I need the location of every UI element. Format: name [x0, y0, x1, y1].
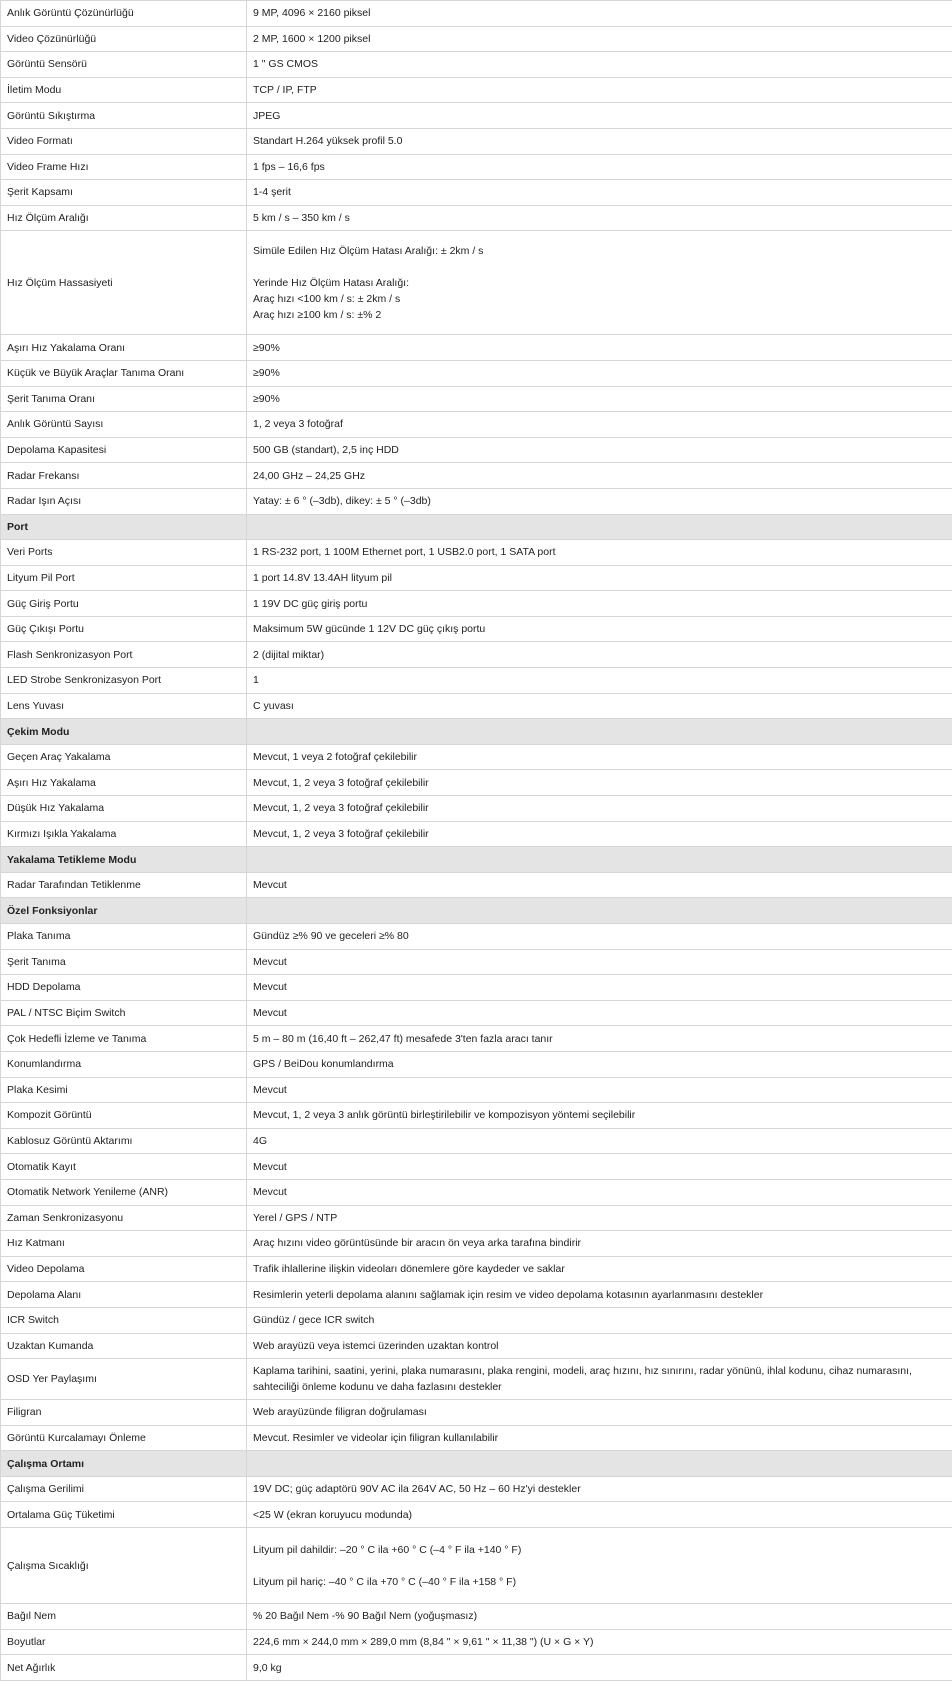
section-title: Çalışma Ortamı	[1, 1451, 247, 1477]
spec-label: Otomatik Network Yenileme (ANR)	[1, 1179, 247, 1205]
table-row	[1, 540, 952, 566]
spec-label: Radar Işın Açısı	[1, 488, 247, 514]
spec-label: Ortalama Güç Tüketimi	[1, 1502, 247, 1528]
spec-value: 1 " GS CMOS	[247, 52, 952, 78]
table-row	[1, 154, 952, 180]
spec-label: Şerit Tanıma Oranı	[1, 386, 247, 412]
spec-value: Mevcut	[247, 949, 952, 975]
spec-label: Geçen Araç Yakalama	[1, 744, 247, 770]
spec-label: Aşırı Hız Yakalama Oranı	[1, 335, 247, 361]
section-title: Özel Fonksiyonlar	[1, 898, 247, 924]
spec-value: Mevcut	[247, 1000, 952, 1026]
table-row	[1, 1359, 952, 1400]
table-row	[1, 1476, 952, 1502]
spec-value: GPS / BeiDou konumlandırma	[247, 1051, 952, 1077]
section-title: Çekim Modu	[1, 719, 247, 745]
table-row	[1, 1231, 952, 1257]
spec-value: Web arayüzünde filigran doğrulaması	[247, 1400, 952, 1426]
spec-value: Mevcut, 1 veya 2 fotoğraf çekilebilir	[247, 744, 952, 770]
table-row	[1, 1400, 952, 1426]
table-row	[1, 975, 952, 1001]
spec-value: 1 fps – 16,6 fps	[247, 154, 952, 180]
spec-value: Gündüz ≥% 90 ve geceleri ≥% 80	[247, 924, 952, 950]
spec-label: Hız Ölçüm Hassasiyeti	[1, 231, 247, 335]
spec-value: 5 km / s – 350 km / s	[247, 205, 952, 231]
spec-value: 1 port 14.8V 13.4AH lityum pil	[247, 565, 952, 591]
spec-value: Web arayüzü veya istemci üzerinden uzaktan kontrol	[247, 1333, 952, 1359]
table-row	[1, 1000, 952, 1026]
spec-label: Konumlandırma	[1, 1051, 247, 1077]
spec-value: Mevcut, 1, 2 veya 3 fotoğraf çekilebilir	[247, 821, 952, 847]
table-row	[1, 103, 952, 129]
spec-value: Gündüz / gece ICR switch	[247, 1307, 952, 1333]
spec-value: 224,6 mm × 244,0 mm × 289,0 mm (8,84 " × 9,61 " × 11,38 ") (U × G × Y)	[247, 1629, 952, 1655]
table-row	[1, 1103, 952, 1129]
table-row	[1, 1604, 952, 1630]
spec-value: <25 W (ekran koruyucu modunda)	[247, 1502, 952, 1528]
spec-label: Kompozit Görüntü	[1, 1103, 247, 1129]
spec-label: Video Frame Hızı	[1, 154, 247, 180]
spec-label: Depolama Kapasitesi	[1, 437, 247, 463]
spec-value: Mevcut, 1, 2 veya 3 fotoğraf çekilebilir	[247, 796, 952, 822]
table-row	[1, 1128, 952, 1154]
spec-label: Lityum Pil Port	[1, 565, 247, 591]
spec-value: 24,00 GHz – 24,25 GHz	[247, 463, 952, 489]
spec-value: 1 RS-232 port, 1 100M Ethernet port, 1 USB2.0 port, 1 SATA port	[247, 540, 952, 566]
section-header-row	[1, 898, 952, 924]
spec-value: JPEG	[247, 103, 952, 129]
table-row	[1, 463, 952, 489]
spec-label: Çok Hedefli İzleme ve Tanıma	[1, 1026, 247, 1052]
spec-label: Video Depolama	[1, 1256, 247, 1282]
table-row	[1, 437, 952, 463]
table-row	[1, 412, 952, 438]
spec-value: Araç hızını video görüntüsünde bir aracın ön veya arka tarafına bindirir	[247, 1231, 952, 1257]
spec-label: Hız Ölçüm Aralığı	[1, 205, 247, 231]
table-row	[1, 616, 952, 642]
spec-label: Görüntü Sıkıştırma	[1, 103, 247, 129]
spec-value: Mevcut	[247, 1179, 952, 1205]
table-row	[1, 1179, 952, 1205]
spec-value: Yerel / GPS / NTP	[247, 1205, 952, 1231]
spec-value: 1	[247, 668, 952, 694]
spec-value: Maksimum 5W gücünde 1 12V DC güç çıkış portu	[247, 616, 952, 642]
spec-value: 1 19V DC güç giriş portu	[247, 591, 952, 617]
table-row	[1, 386, 952, 412]
spec-label: OSD Yer Paylaşımı	[1, 1359, 247, 1400]
spec-label: Anlık Görüntü Sayısı	[1, 412, 247, 438]
table-row	[1, 1655, 952, 1681]
table-row	[1, 1629, 952, 1655]
spec-label: Plaka Tanıma	[1, 924, 247, 950]
table-row	[1, 872, 952, 898]
spec-label: Flash Senkronizasyon Port	[1, 642, 247, 668]
spec-value: Mevcut, 1, 2 veya 3 fotoğraf çekilebilir	[247, 770, 952, 796]
spec-value: C yuvası	[247, 693, 952, 719]
section-header-row	[1, 1451, 952, 1477]
spec-label: Görüntü Kurcalamayı Önleme	[1, 1425, 247, 1451]
table-row	[1, 1205, 952, 1231]
spec-label: Boyutlar	[1, 1629, 247, 1655]
spec-value: 9 MP, 4096 × 2160 piksel	[247, 1, 952, 27]
spec-label: Video Formatı	[1, 128, 247, 154]
table-row	[1, 1154, 952, 1180]
spec-label: Otomatik Kayıt	[1, 1154, 247, 1180]
table-row	[1, 1528, 952, 1604]
spec-label: Anlık Görüntü Çözünürlüğü	[1, 1, 247, 27]
spec-value: Mevcut	[247, 975, 952, 1001]
table-row	[1, 744, 952, 770]
spec-label: Net Ağırlık	[1, 1655, 247, 1681]
table-row	[1, 1282, 952, 1308]
spec-label: Güç Giriş Portu	[1, 591, 247, 617]
spec-value: Mevcut	[247, 1077, 952, 1103]
spec-label: LED Strobe Senkronizasyon Port	[1, 668, 247, 694]
spec-value: Simüle Edilen Hız Ölçüm Hatası Aralığı: ± 2km / s Yerinde Hız Ölçüm Hatası Aralığı: Araç hızı <100 km / s: ± 2km / s Araç hızı ≥100 km / s: ±% 2	[247, 231, 952, 335]
section-blank-cell	[247, 1451, 952, 1477]
spec-label: Video Çözünürlüğü	[1, 26, 247, 52]
table-row	[1, 205, 952, 231]
spec-label: Depolama Alanı	[1, 1282, 247, 1308]
table-row	[1, 26, 952, 52]
spec-value: 19V DC; güç adaptörü 90V AC ila 264V AC, 50 Hz – 60 Hz'yi destekler	[247, 1476, 952, 1502]
spec-value: 9,0 kg	[247, 1655, 952, 1681]
spec-value: TCP / IP, FTP	[247, 77, 952, 103]
spec-value: 2 MP, 1600 × 1200 piksel	[247, 26, 952, 52]
table-row	[1, 1307, 952, 1333]
spec-label: Şerit Kapsamı	[1, 180, 247, 206]
spec-label: Şerit Tanıma	[1, 949, 247, 975]
table-row	[1, 949, 952, 975]
table-row	[1, 1051, 952, 1077]
spec-label: Aşırı Hız Yakalama	[1, 770, 247, 796]
spec-label: Radar Frekansı	[1, 463, 247, 489]
section-header-row	[1, 514, 952, 540]
table-row	[1, 1333, 952, 1359]
spec-label: Uzaktan Kumanda	[1, 1333, 247, 1359]
section-blank-cell	[247, 847, 952, 873]
spec-label: Veri Ports	[1, 540, 247, 566]
spec-value: Trafik ihlallerine ilişkin videoları dönemlere göre kaydeder ve saklar	[247, 1256, 952, 1282]
spec-label: HDD Depolama	[1, 975, 247, 1001]
spec-label: Çalışma Sıcaklığı	[1, 1528, 247, 1604]
spec-value: 2 (dijital miktar)	[247, 642, 952, 668]
spec-value: Standart H.264 yüksek profil 5.0	[247, 128, 952, 154]
spec-value: 500 GB (standart), 2,5 inç HDD	[247, 437, 952, 463]
section-title: Yakalama Tetikleme Modu	[1, 847, 247, 873]
table-row	[1, 796, 952, 822]
table-row	[1, 231, 952, 335]
spec-label: Plaka Kesimi	[1, 1077, 247, 1103]
spec-label: Zaman Senkronizasyonu	[1, 1205, 247, 1231]
table-row	[1, 360, 952, 386]
spec-label: PAL / NTSC Biçim Switch	[1, 1000, 247, 1026]
spec-value: Mevcut	[247, 872, 952, 898]
spec-label: Hız Katmanı	[1, 1231, 247, 1257]
spec-value: Mevcut	[247, 1154, 952, 1180]
spec-label: Lens Yuvası	[1, 693, 247, 719]
section-blank-cell	[247, 514, 952, 540]
spec-value: 5 m – 80 m (16,40 ft – 262,47 ft) mesafede 3'ten fazla aracı tanır	[247, 1026, 952, 1052]
table-row	[1, 668, 952, 694]
spec-label: Bağıl Nem	[1, 1604, 247, 1630]
table-row	[1, 642, 952, 668]
table-row	[1, 1425, 952, 1451]
table-row	[1, 693, 952, 719]
section-header-row	[1, 847, 952, 873]
spec-value: Yatay: ± 6 ° (–3db), dikey: ± 5 ° (–3db)	[247, 488, 952, 514]
spec-table-body	[1, 1, 952, 1681]
spec-value: Mevcut. Resimler ve videolar için filigran kullanılabilir	[247, 1425, 952, 1451]
table-row	[1, 52, 952, 78]
section-title: Port	[1, 514, 247, 540]
table-row	[1, 565, 952, 591]
spec-value: Resimlerin yeterli depolama alanını sağlamak için resim ve video depolama kotasının ayarlanmasını destekler	[247, 1282, 952, 1308]
spec-label: Düşük Hız Yakalama	[1, 796, 247, 822]
table-row	[1, 1256, 952, 1282]
section-blank-cell	[247, 898, 952, 924]
table-row	[1, 488, 952, 514]
spec-label: Küçük ve Büyük Araçlar Tanıma Oranı	[1, 360, 247, 386]
spec-value: Kaplama tarihini, saatini, yerini, plaka numarasını, plaka rengini, modeli, araç hızını, hız sınırını, radar yönünü, ihlal kodunu, cihaz numarasını, sahteciliği önleme kodunu ve daha fazlasını destekler	[247, 1359, 952, 1400]
table-row	[1, 821, 952, 847]
table-row	[1, 180, 952, 206]
spec-value: Mevcut, 1, 2 veya 3 anlık görüntü birleştirilebilir ve kompozisyon yöntemi seçilebilir	[247, 1103, 952, 1129]
table-row	[1, 1077, 952, 1103]
spec-label: Kırmızı Işıkla Yakalama	[1, 821, 247, 847]
spec-label: Filigran	[1, 1400, 247, 1426]
spec-label: Kablosuz Görüntü Aktarımı	[1, 1128, 247, 1154]
section-header-row	[1, 719, 952, 745]
spec-label: İletim Modu	[1, 77, 247, 103]
spec-label: Güç Çıkışı Portu	[1, 616, 247, 642]
spec-value: ≥90%	[247, 335, 952, 361]
table-row	[1, 335, 952, 361]
spec-value: Lityum pil dahildir: –20 ° C ila +60 ° C (–4 ° F ila +140 ° F) Lityum pil hariç: –40 ° C ila +70 ° C (–40 ° F ila +158 ° F)	[247, 1528, 952, 1604]
spec-value: 1-4 şerit	[247, 180, 952, 206]
table-row	[1, 924, 952, 950]
table-row	[1, 770, 952, 796]
table-row	[1, 77, 952, 103]
spec-label: ICR Switch	[1, 1307, 247, 1333]
spec-value: 4G	[247, 1128, 952, 1154]
table-row	[1, 128, 952, 154]
spec-value: ≥90%	[247, 386, 952, 412]
table-row	[1, 1026, 952, 1052]
spec-label: Radar Tarafından Tetiklenme	[1, 872, 247, 898]
spec-label: Çalışma Gerilimi	[1, 1476, 247, 1502]
spec-value: 1, 2 veya 3 fotoğraf	[247, 412, 952, 438]
spec-label: Görüntü Sensörü	[1, 52, 247, 78]
spec-value: % 20 Bağıl Nem -% 90 Bağıl Nem (yoğuşmasız)	[247, 1604, 952, 1630]
section-blank-cell	[247, 719, 952, 745]
spec-value: ≥90%	[247, 360, 952, 386]
table-row	[1, 1502, 952, 1528]
table-row	[1, 591, 952, 617]
table-row	[1, 1, 952, 27]
